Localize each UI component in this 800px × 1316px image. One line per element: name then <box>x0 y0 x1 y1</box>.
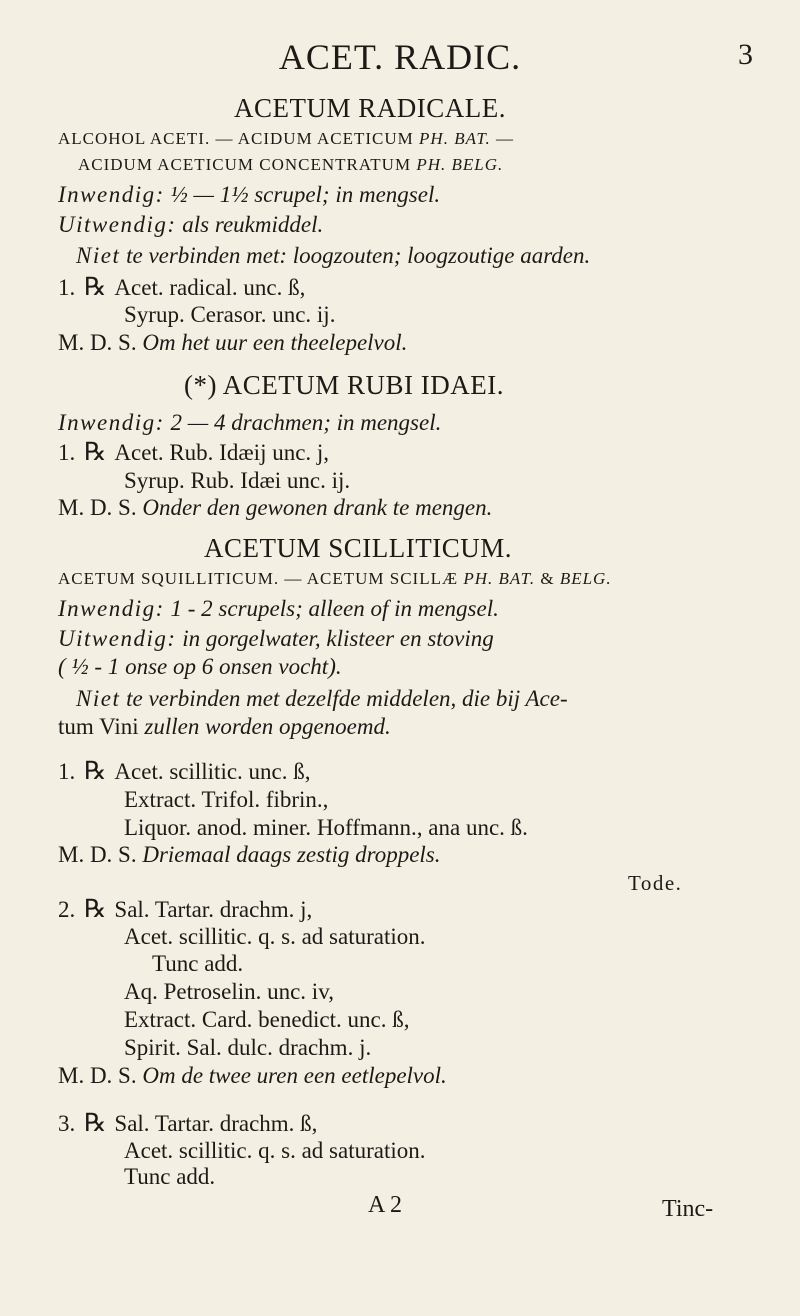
recipe-2-line-3: Tunc add. <box>152 951 244 976</box>
recipe-1-line-1: 1. ℞ Acet. scillitic. unc. ß, <box>58 758 311 785</box>
section-title-acetum-radicale: ACETUM RADICALE. <box>234 93 506 123</box>
recipe-2-line-5: Extract. Card. benedict. unc. ß, <box>124 1007 410 1032</box>
recipe-3-line-1: 3. ℞ Sal. Tartar. drachm. ß, <box>58 1110 318 1137</box>
recipe-2-line-6: Spirit. Sal. dulc. drachm. j. <box>124 1035 372 1060</box>
dosage-inwendig: Inwendig: 2 — 4 drachmen; in mengsel. <box>58 410 442 435</box>
incompatibility-note: Niet te verbinden met: loogzouten; loogzoutige aarden. <box>76 243 591 268</box>
recipe-1-line-2: Syrup. Rub. Idæi unc. ij. <box>124 468 351 493</box>
recipe-1-line-1: 1. ℞ Acet. Rub. Idæij unc. j, <box>58 439 330 466</box>
recipe-symbol: ℞ <box>84 274 107 301</box>
recipe-1-line-2: Extract. Trifol. fibrin., <box>124 787 329 812</box>
recipe-3-line-2: Acet. scillitic. q. s. ad saturation. <box>124 1138 426 1163</box>
dosage-inwendig: Inwendig: 1 - 2 scrupels; alleen of in mengsel. <box>58 596 499 621</box>
synonyms-line-1: ACETUM SQUILLITICUM. — ACETUM SCILLÆ PH. BAT. & BELG. <box>58 569 612 588</box>
catchword: Tinc- <box>662 1196 714 1222</box>
recipe-1-directions: M. D. S. Onder den gewonen drank te mengen. <box>58 495 493 520</box>
dosage-uitwendig: Uitwendig: in gorgelwater, klisteer en stoving <box>58 626 494 651</box>
synonyms-line-1: ALCOHOL ACETI. — ACIDUM ACETICUM PH. BAT. — <box>58 129 515 148</box>
incompatibility-note-continued: tum Vini zullen worden opgenoemd. <box>58 714 391 739</box>
incompatibility-note: Niet te verbinden met dezelfde middelen, die bij Ace- <box>76 686 568 711</box>
recipe-1-directions: M. D. S. Driemaal daags zestig droppels. <box>58 842 441 867</box>
dosage-uitwendig-continued: ( ½ - 1 onse op 6 onsen vocht). <box>58 654 342 679</box>
dosage-uitwendig: Uitwendig: als reukmiddel. <box>58 212 324 237</box>
section-title-acetum-scilliticum: ACETUM SCILLITICUM. <box>204 533 512 563</box>
recipe-2-line-1: 2. ℞ Sal. Tartar. drachm. j, <box>58 896 313 923</box>
recipe-2-line-2: Acet. scillitic. q. s. ad saturation. <box>124 924 426 949</box>
recipe-2-directions: M. D. S. Om de twee uren een eetlepelvol. <box>58 1063 447 1088</box>
recipe-symbol: ℞ <box>84 1110 107 1137</box>
recipe-1-line-2: Syrup. Cerasor. unc. ij. <box>124 302 336 327</box>
recipe-symbol: ℞ <box>84 758 107 785</box>
recipe-symbol: ℞ <box>84 896 107 923</box>
dosage-inwendig: Inwendig: ½ — 1½ scrupel; in mengsel. <box>58 182 441 207</box>
synonyms-line-2: ACIDUM ACETICUM CONCENTRATUM PH. BELG. <box>78 155 504 174</box>
recipe-1-line-3: Liquor. anod. miner. Hoffmann., ana unc. ß. <box>124 815 528 840</box>
signature-mark: A 2 <box>368 1192 403 1218</box>
recipe-1-line-1: 1. ℞ Acet. radical. unc. ß, <box>58 274 306 301</box>
section-title-acetum-rubi-idaei: (*) ACETUM RUBI IDAEI. <box>184 370 504 400</box>
recipe-author: Tode. <box>628 871 683 895</box>
recipe-3-line-3: Tunc add. <box>124 1164 216 1189</box>
page-number: 3 <box>738 38 753 71</box>
recipe-1-directions: M. D. S. Om het uur een theelepelvol. <box>58 330 408 355</box>
recipe-2-line-4: Aq. Petroselin. unc. iv, <box>124 979 334 1004</box>
running-head: ACET. RADIC. <box>278 37 522 77</box>
recipe-symbol: ℞ <box>84 439 107 466</box>
